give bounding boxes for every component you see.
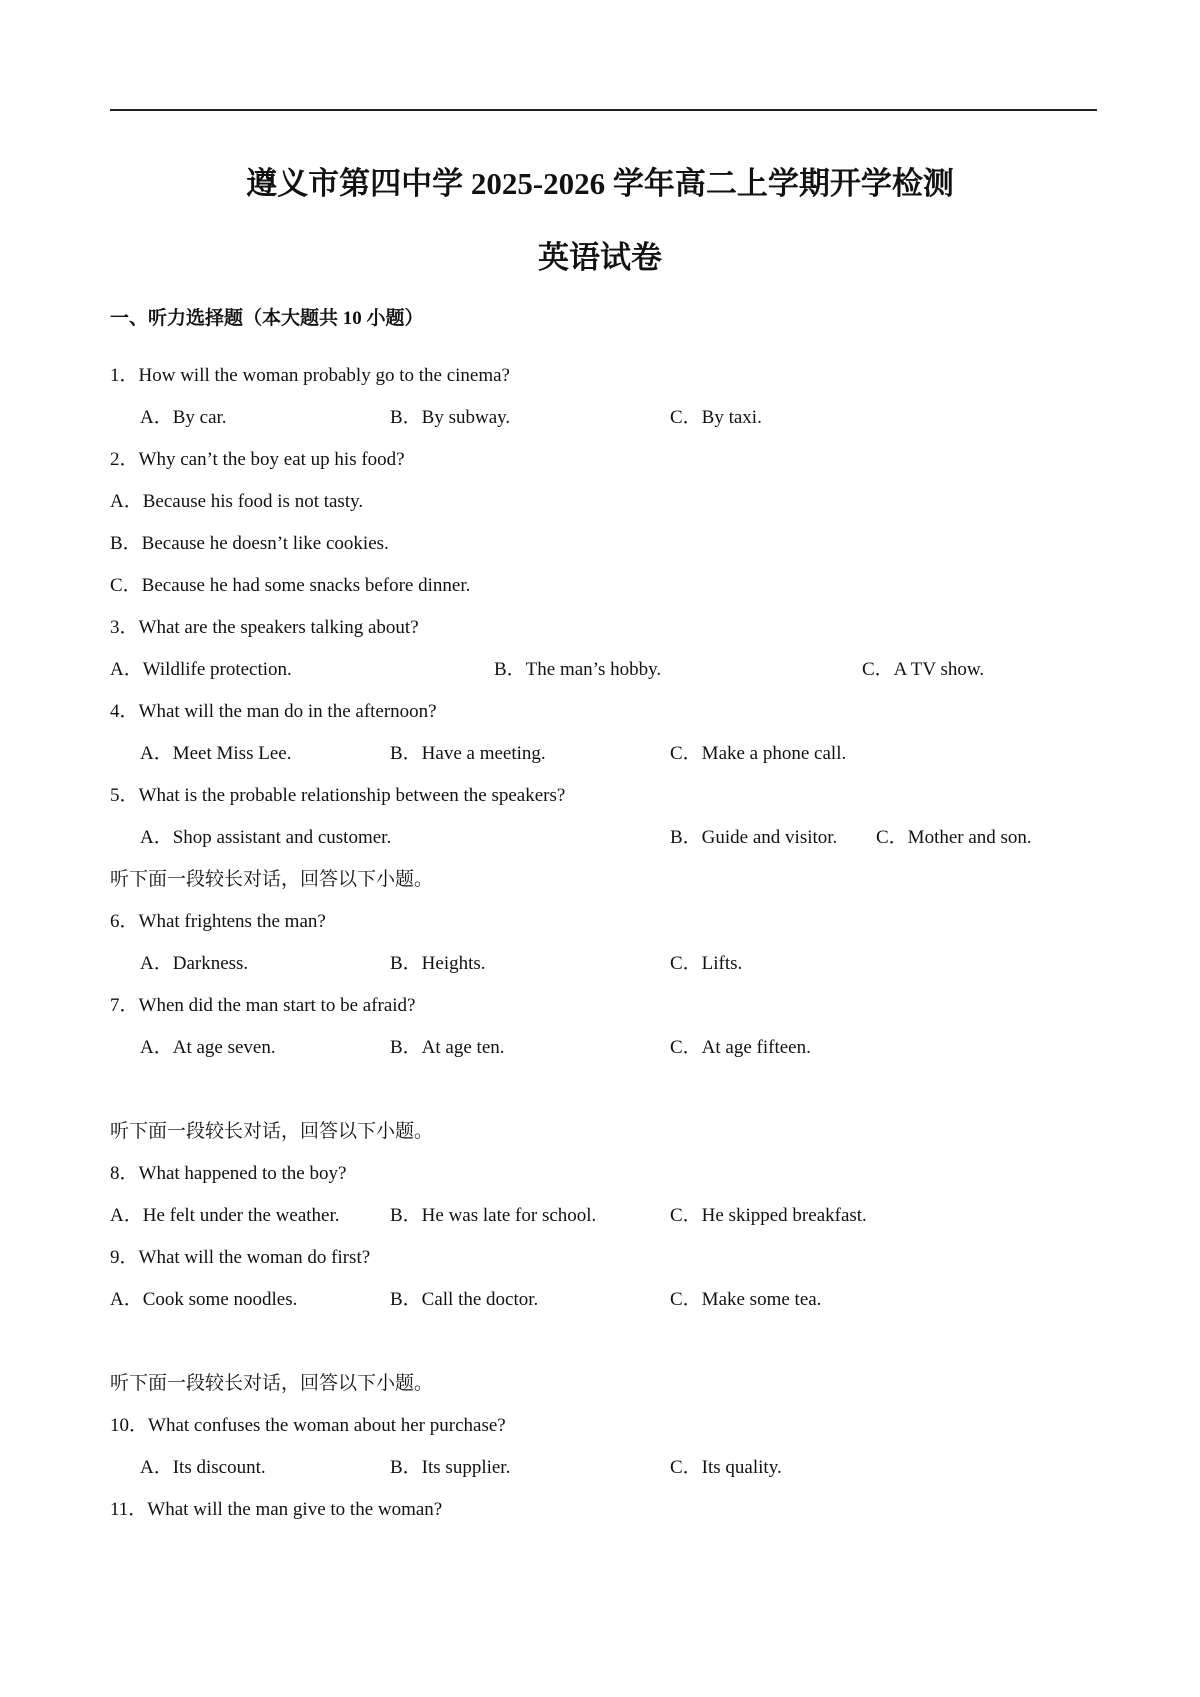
option-6b: B．Heights. <box>390 953 486 974</box>
question-stem: What happened to the boy? <box>138 1163 347 1184</box>
option-7a: A．At age seven. <box>140 1037 276 1058</box>
question-11 <box>110 1497 442 1523</box>
option-2a: A．Because his food is not tasty. <box>110 491 364 512</box>
option-8a: A．He felt under the weather. <box>110 1205 340 1226</box>
option-8c: C．He skipped breakfast. <box>670 1205 867 1226</box>
question-10 <box>110 1413 506 1439</box>
option-4a: A．Meet Miss Lee. <box>140 743 292 764</box>
question-stem: What confuses the woman about her purchase? <box>148 1415 506 1436</box>
option-3a: A．Wildlife protection. <box>110 659 292 680</box>
option-8b: B．He was late for school. <box>390 1205 597 1226</box>
question-number: 4． <box>110 701 139 722</box>
question-number: 6． <box>110 911 139 932</box>
option-6c: C．Lifts. <box>670 953 743 974</box>
question-stem: What are the speakers talking about? <box>138 617 419 638</box>
question-stem: Why can’t the boy eat up his food? <box>138 449 405 470</box>
question-4 <box>110 699 437 725</box>
option-5c: C．Mother and son. <box>876 827 1032 848</box>
option-3b: B．The man’s hobby. <box>494 659 662 680</box>
option-9a: A．Cook some noodles. <box>110 1289 298 1310</box>
question-1 <box>110 363 510 389</box>
question-stem: What frightens the man? <box>138 911 326 932</box>
option-4b: B．Have a meeting. <box>390 743 546 764</box>
option-5a: A．Shop assistant and customer. <box>140 827 392 848</box>
question-number: 9． <box>110 1247 139 1268</box>
option-1a: A．By car. <box>140 407 227 428</box>
page-subtitle: 英语试卷 <box>538 240 662 275</box>
question-9 <box>110 1245 370 1271</box>
option-5b: B．Guide and visitor. <box>670 827 838 848</box>
long-dialogue-note-2: 听下面一段较长对话，回答以下小题。 <box>110 1121 434 1142</box>
question-stem: How will the woman probably go to the cinema? <box>138 365 510 386</box>
option-9b: B．Call the doctor. <box>390 1289 539 1310</box>
section-heading: 一、听力选择题（本大题共 10 小题） <box>110 308 424 329</box>
question-6 <box>110 909 326 935</box>
option-2c: C．Because he had some snacks before dinner. <box>110 575 471 596</box>
question-number: 5． <box>110 785 139 806</box>
option-1c: C．By taxi. <box>670 407 762 428</box>
question-5 <box>110 783 565 809</box>
option-2b: B．Because he doesn’t like cookies. <box>110 533 389 554</box>
option-9c: C．Make some tea. <box>670 1289 822 1310</box>
question-number: 7． <box>110 995 139 1016</box>
long-dialogue-note-1: 听下面一段较长对话，回答以下小题。 <box>110 869 434 890</box>
question-8 <box>110 1161 346 1187</box>
question-stem: When did the man start to be afraid? <box>138 995 416 1016</box>
option-4c: C．Make a phone call. <box>670 743 847 764</box>
question-stem: What will the woman do first? <box>138 1247 371 1268</box>
question-number: 2． <box>110 449 139 470</box>
question-number: 10． <box>110 1415 149 1436</box>
question-7 <box>110 993 416 1019</box>
option-10c: C．Its quality. <box>670 1457 782 1478</box>
question-number: 3． <box>110 617 139 638</box>
question-stem: What will the man give to the woman? <box>147 1499 443 1520</box>
question-stem: What is the probable relationship between the speakers? <box>138 785 566 806</box>
question-2 <box>110 447 405 473</box>
question-number: 11． <box>110 1499 148 1520</box>
question-number: 1． <box>110 365 139 386</box>
question-3 <box>110 615 419 641</box>
option-3c: C．A TV show. <box>862 659 985 680</box>
option-10b: B．Its supplier. <box>390 1457 511 1478</box>
option-7b: B．At age ten. <box>390 1037 505 1058</box>
page-title: 遵义市第四中学 2025-2026 学年高二上学期开学检测 <box>246 166 954 201</box>
question-number: 8． <box>110 1163 139 1184</box>
option-6a: A．Darkness. <box>140 953 249 974</box>
question-stem: What will the man do in the afternoon? <box>138 701 437 722</box>
option-7c: C．At age fifteen. <box>670 1037 811 1058</box>
option-1b: B．By subway. <box>390 407 511 428</box>
option-10a: A．Its discount. <box>140 1457 266 1478</box>
long-dialogue-note-3: 听下面一段较长对话，回答以下小题。 <box>110 1373 434 1394</box>
top-rule <box>110 109 1097 111</box>
